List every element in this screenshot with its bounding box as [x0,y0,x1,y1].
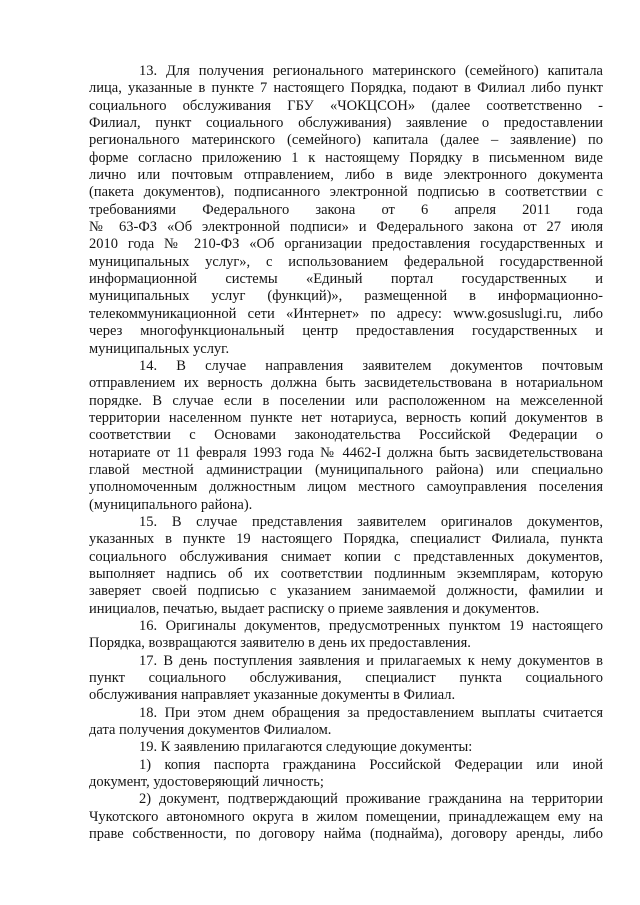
text-line: пункт социального обслуживания, специалист пункта социального [89,670,603,687]
text-line: главой местной администрации (муниципального района) или специально [89,461,603,478]
text-line: нотариате от 11 февраля 1993 года № 4462-I должна быть засвидетельствована [89,444,603,461]
text-line: требованиями Федерального закона от 6 апреля 2011 года [89,201,603,218]
text-line: инициалов, печатью, выдает расписку о приеме заявления и документов. [89,600,540,617]
text-line: дата получения документов Филиалом. [89,722,332,739]
text-line: Чукотского автономного округа в жилом помещении, принадлежащем ему на [89,808,603,825]
text-line: 19. К заявлению прилагаются следующие документы: [139,739,473,756]
text-line: отправлением их верность должна быть засвидетельствована в нотариальном [89,375,603,392]
text-line: Порядка, возвращаются заявителю в день их предоставления. [89,635,471,652]
list-item-1 [89,757,603,792]
text-line: заверяет своей подписью с указанием занимаемой должности, фамилии и [89,583,603,600]
text-line: (муниципального района). [89,496,253,513]
text-line: № 63-ФЗ «Об электронной подписи» и Федерального закона от 27 июля [89,219,603,236]
text-line: 2) документ, подтверждающий проживание гражданина на территории [139,791,603,808]
text-line: информационной системы «Единый портал государственных и [89,271,603,288]
text-line: через многофункциональный центр предоставления государственных и [89,323,603,340]
paragraph-17 [89,653,603,705]
paragraph-16 [89,618,603,653]
text-line: выполняет надпись об их соответствии подлинным экземплярам, которую [89,565,603,582]
paragraph-14 [89,358,603,514]
text-line: 17. В день поступления заявления и прилагаемых к нему документов в [139,652,603,669]
text-line: территории населенном пункте нет нотариуса, верность копий документов в [89,409,603,426]
text-line: праве собственности, по договору найма (поднайма), договору аренды, либо [89,826,603,843]
text-line: 16. Оригиналы документов, предусмотренных пунктом 19 настоящего [139,618,603,634]
paragraph-15 [89,514,603,618]
text-line: уполномоченным должностным лицом местного самоуправления поселения [89,479,603,496]
text-line: 15. В случае представления заявителем оригиналов документов, [139,513,603,530]
text-line: документ, удостоверяющий личность; [89,774,324,791]
text-line: (пакета документов), подписанного электронной подписью в соответствии с [89,184,603,201]
text-line: муниципальных услуг. [89,340,230,357]
text-line: форме согласно приложению 1 к настоящему Порядку в письменном виде [89,149,603,166]
document-body [89,63,603,843]
text-line: 14. В случае направления заявителем документов почтовым [139,357,603,374]
text-line: телекоммуникационной сети «Интернет» по адресу: www.gosuslugi.ru, либо [89,305,603,322]
text-line: 1) копия паспорта гражданина Российской Федерации или иной [139,756,603,773]
text-line: муниципальных услуг (функций)», размещенной в информационно- [89,288,603,305]
text-line: регионального материнского (семейного) капитала (далее – заявление) по [89,132,603,149]
text-line: лица, указанные в пункте 7 настоящего Порядка, подают в Филиал либо пункт [89,80,603,97]
paragraph-13 [89,63,603,358]
text-line: социального обслуживания снимает копии с представленных документов, [89,548,603,565]
paragraph-18 [89,705,603,740]
text-line: лично или почтовым отправлением, либо в виде электронного документа [89,167,603,184]
text-line: обслуживания направляет указанные документы в Филиал. [89,687,456,704]
text-line: Филиал, пункт социального обслуживания) заявление о предоставлении [89,115,603,132]
text-line: 13. Для получения регионального материнского (семейного) капитала [139,63,603,79]
text-line: указанных в пункте 19 настоящего Порядка, специалист Филиала, пункта [89,531,603,548]
text-line: муниципальных услуг», с использованием федеральной государственной [89,253,603,270]
text-line: порядке. В случае если в поселении или расположенном на межселенной [89,392,603,409]
text-line: соответствии с Основами законодательства Российской Федерации о [89,427,603,444]
text-line: 18. При этом днем обращения за предоставлением выплаты считается [139,704,603,721]
paragraph-19 [89,739,603,756]
text-line: социального обслуживания ГБУ «ЧОКЦСОН» (далее соответственно - [89,97,603,114]
list-item-2 [89,791,603,843]
text-line: 2010 года № 210-ФЗ «Об организации предоставления государственных и [89,236,603,253]
